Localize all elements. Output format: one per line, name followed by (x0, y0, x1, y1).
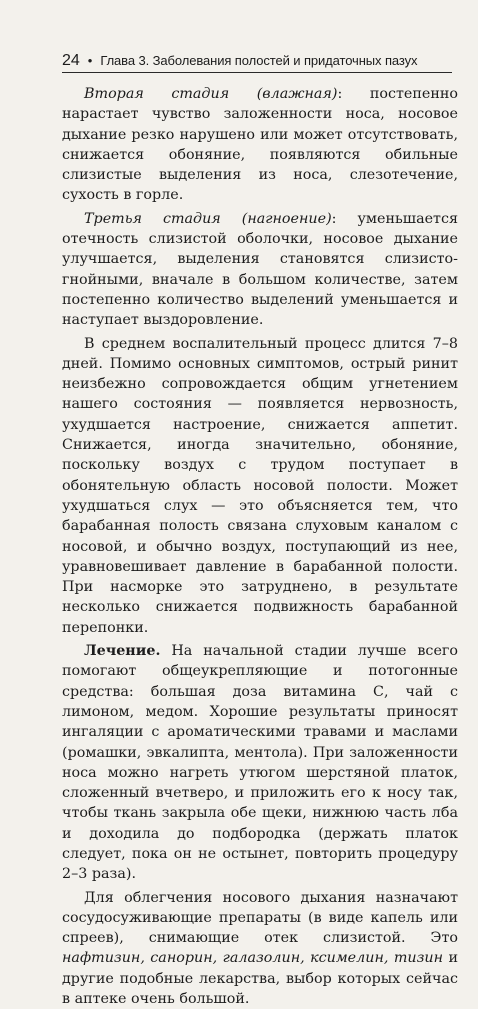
second-stage-term: Вторая стадия (влажная) (84, 86, 338, 102)
paragraph-decongestants (62, 888, 458, 1009)
third-stage-description: : уменьшается отечность слизистой оболочки, носовое дыхание улучшается, выделения становятся слизисто-гнойными, вначале в большом количестве, затем постепенно количество выделений уменьшается и наступает выздоровление. (62, 210, 458, 329)
body-text (62, 84, 458, 1009)
decongestants-intro: Для облегчения носового дыхания назначают сосудосуживающие препараты (в виде капель или спреев), снимающие отек слизистой. Это (62, 889, 458, 947)
second-stage-description: : постепенно нарастает чувство заложенности носа, носовое дыхание резко нарушено или может отсутствовать, снижается обоняние, появляются обильные слизистые выделения из носа, слезотечение, сухость в горле. (62, 86, 458, 204)
drug-names: нафтизин, санорин, галазолин, ксимелин, тизин (62, 950, 444, 967)
page-number: 24 (62, 52, 80, 69)
paragraph-treatment (62, 641, 458, 885)
running-header (62, 44, 452, 73)
paragraph-duration: В среднем воспалительный процесс длится 7–8 дней. Помимо основных симптомов, острый ринит неизбежно сопровождается общим угнетением нашего состояния — появляется нервозность, ухудшается настроение, снижается аппетит. Снижается, иногда значительно, обоняние, поскольку воздух с трудом поступает в обонятельную область носовой полости. Может ухудшаться слух — это объясняется тем, что барабанная полость связана слуховым каналом с носовой, и обычно воздух, поступающий из нее, уравновешивает давление в барабанной полости. При насморке это затруднено, в результате несколько снижается подвижность барабанной перепонки. (62, 335, 458, 636)
paragraph-third-stage (62, 209, 458, 331)
treatment-text: На начальной стадии лучше всего помогают общеукрепляющие и потогонные средства: большая доза витамина С, чай с лимоном, медом. Хорошие результаты приносят ингаляции с ароматическими травами и маслами (ромашки, эвкалипта, ментола). При заложенности носа можно нагреть утюгом шерстяной платок, сложенный вчетверо, и приложить его к носу так, чтобы ткань закрыла обе щеки, нижнюю часть лба и доходила до подбородка (держать платок следует, пока он не остынет, повторить процедуру 2–3 раза). (62, 643, 458, 883)
paragraph-second-stage (62, 84, 458, 206)
running-title: Глава 3. Заболевания полостей и придаточных пазух (100, 53, 418, 68)
decongestants-outro: и другие подобные лекарства, выбор которых сейчас в аптеке очень большой. (62, 950, 459, 1008)
third-stage-term: Третья стадия (нагноение) (84, 210, 332, 227)
treatment-heading: Лечение. (84, 643, 161, 660)
header-bullet: • (87, 53, 93, 68)
